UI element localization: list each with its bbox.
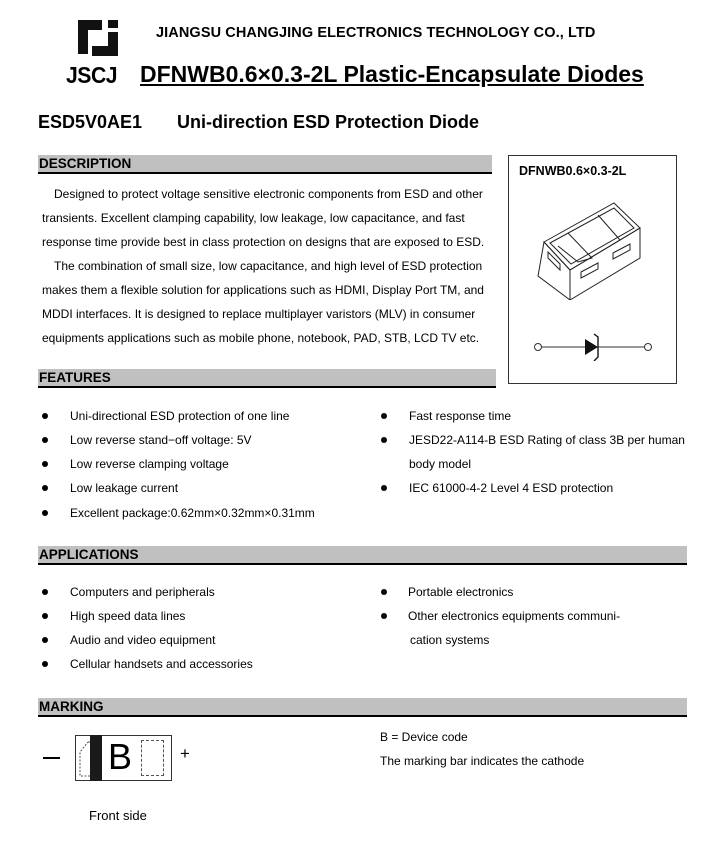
cathode-minus-sign	[43, 757, 60, 759]
feature-item: IEC 61000-4-2 Level 4 ESD protection	[409, 481, 614, 495]
section-header-features: FEATURES	[38, 369, 496, 388]
feature-item: JESD22-A114-B ESD Rating of class 3B per human	[409, 433, 685, 447]
bullet-icon	[42, 613, 48, 619]
application-item: Other electronics equipments communi-	[408, 609, 621, 623]
feature-item-continued: body model	[409, 457, 472, 471]
anode-plus-sign: +	[180, 744, 190, 763]
feature-item: Fast response time	[409, 409, 512, 423]
marking-note-code: B = Device code	[380, 730, 468, 744]
front-side-label: Front side	[89, 808, 147, 823]
logo-text: JSCJ	[66, 62, 118, 88]
section-header-applications: APPLICATIONS	[38, 546, 687, 565]
marking-note-bar: The marking bar indicates the cathode	[380, 754, 585, 768]
section-header-marking: MARKING	[38, 698, 687, 717]
application-item: Computers and peripherals	[70, 585, 215, 599]
package-name: DFNWB0.6×0.3-2L	[519, 164, 627, 178]
feature-item: Excellent package:0.62mm×0.32mm×0.31mm	[70, 506, 315, 520]
application-item: Portable electronics	[408, 585, 514, 599]
bullet-icon	[42, 461, 48, 467]
part-number: ESD5V0AE1	[38, 112, 143, 132]
bullet-icon	[42, 637, 48, 643]
description-line: transients. Excellent clamping capability, low leakage, low capacitance, and fast	[42, 211, 465, 225]
bullet-icon	[42, 413, 48, 419]
description-line: makes them a flexible solution for applications such as HDMI, Display Port TM, and	[42, 283, 484, 297]
bullet-icon	[381, 413, 387, 419]
description-text	[42, 182, 492, 350]
package-3d-icon	[530, 200, 650, 300]
description-line: MDDI interfaces. It is designed to replace multiplayer varistors (MLV) in consumer	[42, 307, 476, 321]
company-name: JIANGSU CHANGJING ELECTRONICS TECHNOLOGY CO., LTD	[156, 25, 596, 41]
description-line: The combination of small size, low capacitance, and high level of ESD protection	[54, 259, 483, 273]
application-item: Audio and video equipment	[70, 633, 216, 647]
application-item: High speed data lines	[70, 609, 186, 623]
cathode-marking-bar	[90, 735, 102, 781]
bullet-icon	[381, 485, 387, 491]
feature-item: Low reverse stand−off voltage: 5V	[70, 433, 252, 447]
feature-item: Uni-directional ESD protection of one line	[70, 409, 290, 423]
application-item: Cellular handsets and accessories	[70, 657, 253, 671]
feature-item: Low leakage current	[70, 481, 179, 495]
device-code-letter: B	[108, 736, 133, 777]
feature-item: Low reverse clamping voltage	[70, 457, 229, 471]
bullet-icon	[42, 510, 48, 516]
anode-pad-dashed-icon	[141, 740, 164, 776]
bullet-icon	[42, 485, 48, 491]
section-header-description: DESCRIPTION	[38, 155, 492, 174]
description-line: Designed to protect voltage sensitive electronic components from ESD and other	[54, 187, 483, 201]
bullet-icon	[381, 589, 387, 595]
tvs-diode-symbol-icon	[530, 333, 655, 361]
application-item-continued: cation systems	[410, 633, 490, 647]
part-description: Uni-direction ESD Protection Diode	[177, 112, 480, 132]
description-line: equipments applications such as mobile phone, notebook, PAD, STB, LCD TV etc.	[42, 331, 480, 345]
bullet-icon	[42, 589, 48, 595]
bullet-icon	[381, 437, 387, 443]
document-title: DFNWB0.6×0.3-2L Plastic-Encapsulate Diodes	[140, 61, 644, 87]
bullet-icon	[42, 661, 48, 667]
description-line: response time provide best in class protection on designs that are exposed to ESD.	[42, 235, 485, 249]
bullet-icon	[381, 613, 387, 619]
bullet-icon	[42, 437, 48, 443]
